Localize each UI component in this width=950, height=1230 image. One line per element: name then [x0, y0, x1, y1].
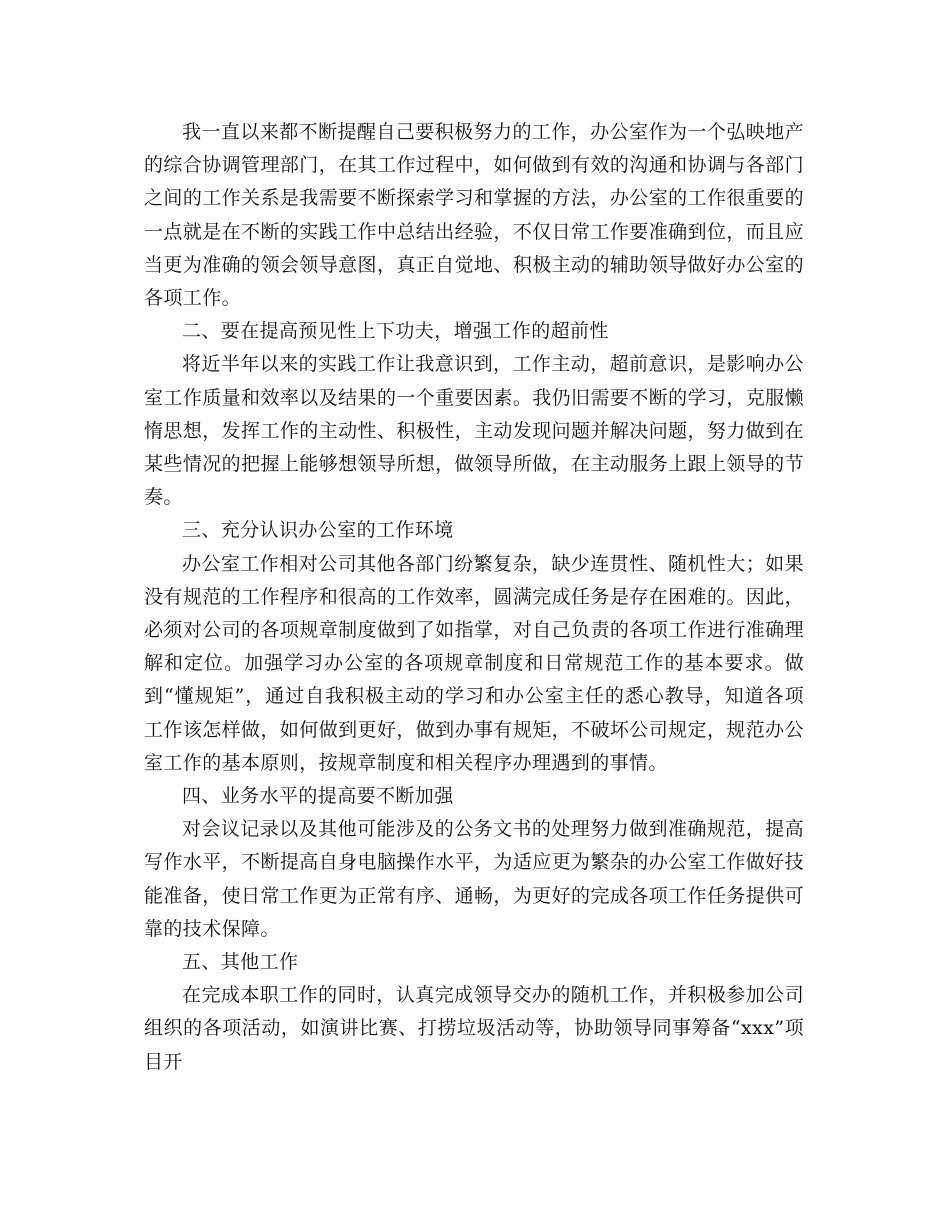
section-heading-3: 三、充分认识办公室的工作环境: [182, 519, 454, 542]
section-heading-2: 二、要在提高预见性上下功夫，增强工作的超前性: [182, 320, 609, 343]
paragraph-skill-improvement: 对会议记录以及其他可能涉及的公务文书的处理努力做到准确规范，提高写作水平，不断提高自身电脑操作水平，为适应更为繁杂的办公室工作做好技能准备，使日常工作更为正常有序、通畅，为更好的完成各项工作任务提供可靠的技术保障。: [144, 818, 804, 940]
document-body: [144, 116, 804, 1079]
paragraph-other-work: 在完成本职工作的同时，认真完成领导交办的随机工作，并积极参加公司组织的各项活动，如演讲比赛、打捞垃圾活动等，协助领导同事筹备“xxx”项目开: [144, 984, 804, 1073]
paragraph-proactive-work: 将近半年以来的实践工作让我意识到，工作主动，超前意识，是影响办公室工作质量和效率以及结果的一个重要因素。我仍旧需要不断的学习，克服懒惰思想，发挥工作的主动性、积极性，主动发现问题并解决问题，努力做到在某些情况的把握上能够想领导所想，做领导所做，在主动服务上跟上领导的节奏。: [144, 353, 804, 509]
paragraph-office-coordination: 我一直以来都不断提醒自己要积极努力的工作，办公室作为一个弘映地产的综合协调管理部门，在其工作过程中，如何做到有效的沟通和协调与各部门之间的工作关系是我需要不断探索学习和掌握的方法，办公室的工作很重要的一点就是在不断的实践工作中总结出经验，不仅日常工作要准确到位，而且应当更为准确的领会领导意图，真正自觉地、积极主动的辅助领导做好办公室的各项工作。: [144, 121, 804, 310]
section-heading-5: 五、其他工作: [182, 951, 299, 974]
section-heading-4: 四、业务水平的提高要不断加强: [182, 785, 454, 808]
paragraph-work-environment: 办公室工作相对公司其他各部门纷繁复杂，缺少连贯性、随机性大；如果没有规范的工作程序和很高的工作效率，圆满完成任务是存在困难的。因此，必须对公司的各项规章制度做到了如指掌，对自己负责的各项工作进行准确理解和定位。加强学习办公室的各项规章制度和日常规范工作的基本要求。做到“懂规矩”，通过自我积极主动的学习和办公室主任的悉心教导，知道各项工作该怎样做，如何做到更好，做到办事有规矩，不破坏公司规定，规范办公室工作的基本原则，按规章制度和相关程序办理遇到的事情。: [144, 552, 804, 774]
